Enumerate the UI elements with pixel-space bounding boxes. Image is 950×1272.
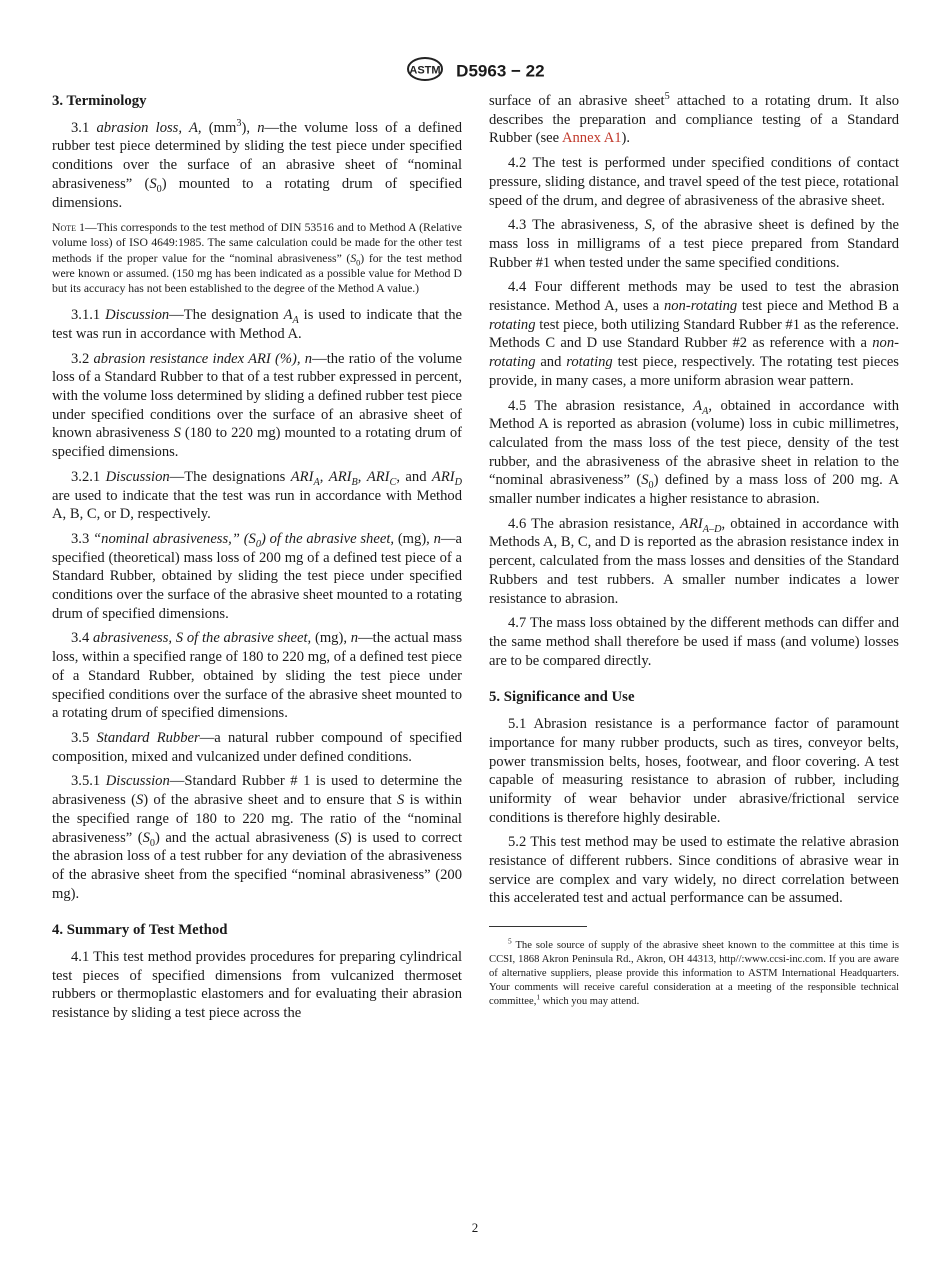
- paragraph-3-4: 3.4 abrasiveness, S of the abrasive sheet, (mg), n—the actual mass loss, within a specified range of 180 to 220 mg, of a defined test piece of a Standard Rubber, obtained by sliding the test piece under specified conditions over the surface of the abrasive sheet mounted to a rotating drum of specified dimensions.: [52, 630, 463, 722]
- left-column: [52, 92, 462, 1029]
- annex-a1-link[interactable]: Annex A1: [561, 130, 622, 147]
- paragraph-3-1: 3.1 abrasion loss, A, $(mm^3)$, n—the volume loss of a defined rubber test piece determined by sliding the test piece under specified conditions over the surface of an abrasive sheet of “nominal abrasiveness” $(S_0)$ mounted to a rotating drum of specified dimensions.: [52, 117, 463, 211]
- paragraph-4-2: 4.2 The test is performed under specified conditions of contact pressure, sliding distance, and travel speed of the test piece, rotational speed of the drum, and degree of abrasiveness of the abrasive sheet.: [489, 155, 899, 209]
- paragraph-5-1: 5.1 Abrasion resistance is a performance factor of paramount importance for many rubber products, such as tires, conveyor belts, power transmission belts, hoses, footwear, and floor covering. A test capable of measuring resistance to abrasion of rubber, including uniformity of wear behavior under abrasive/frictional service conditions is therefore highly desirable.: [489, 716, 900, 826]
- footnote-5: $^5$ The sole source of supply of the abrasive sheet known to the committee at this time is CCSI, 1868 Akron Peninsula Rd., Akron, OH 44313, http//:www.ccsi-inc.com. If you are aware of alternative suppliers, please provide this information to ASTM International Headquarters. Your comments will receive careful consideration at a meeting of the responsible technical committee,$^1$ which you may attend.: [489, 936, 899, 1008]
- right-column: [489, 92, 899, 1015]
- page-number: 2: [471, 1220, 479, 1235]
- note-1: Note 1—This corresponds to the test method of DIN 53516 and to Method A (Relative volume loss) of ISO 4649:1985. The same calculation could be made for the other test methods if the proper value for the “nominal abrasiveness” $(S_0)$ for the test method were known or assumed. (150 mg has been indicated as a possible value for Method D but its accuracy has not been established to the degree of the Method A value.): [52, 221, 462, 296]
- paragraph-4-1: 4.1 This test method provides procedures for preparing cylindrical test pieces of specified dimensions from vulcanized thermoset rubbers or thermoplastic elastomers and for evaluating their abrasion resistance by sliding a test piece across the: [52, 949, 462, 1022]
- paragraph-3-1-1: 3.1.1 Discussion—The designation $A_A$ is used to indicate that the test was run in accordance with Method A.: [52, 307, 462, 342]
- footnote-divider: [489, 926, 587, 927]
- section-4-heading: 4. Summary of Test Method: [52, 922, 228, 939]
- paragraph-3-5-1: 3.5.1 Discussion—Standard Rubber # 1 is used to determine the abrasiveness (S) of the abrasive sheet and to ensure that S is within the specified range of 180 to 220 mg. The ratio of the “nominal abrasiveness” $(S_0)$ and the actual abrasiveness (S) is used to correct the abrasion loss of a test rubber for any deviation of the abrasiveness of the abrasive sheet from the specified “nominal abrasiveness” (200 mg).: [52, 773, 463, 902]
- paragraph-4-7: 4.7 The mass loss obtained by the different methods can differ and the same method shall therefore be used if mass (and volume) losses are to be compared directly.: [489, 615, 900, 669]
- section-3-heading: 3. Terminology: [52, 93, 147, 109]
- paragraph-4-3: 4.3 The abrasiveness, S, of the abrasive sheet is defined by the mass loss in milligrams of a test piece prepared from Standard Rubber #1 when tested under the same specified conditions.: [489, 217, 899, 271]
- paragraph-4-5: 4.5 The abrasion resistance, $A_A$, obtained in accordance with Method A is reported as abrasion (volume) loss in cubic millimetres, calculated from the mass loss of the test piece, density of the test rubber, and the abrasiveness of the abrasive sheet in relation to the “nominal abrasiveness” $(S_0)$ defined by a mass loss of 200 mg. A smaller number indicates a higher resistance to abrasion.: [489, 397, 899, 508]
- paragraph-3-2: 3.2 abrasion resistance index ARI (%), n—the ratio of the volume loss of a Standard Rubber to that of a test rubber expressed in percent, with the volume loss determined by sliding a defined rubber test piece under specified conditions over the surface of an abrasive sheet of known abrasiveness S (180 to 220 mg) mounted to a rotating drum of specified dimensions.: [52, 350, 462, 461]
- paragraph-3-5: 3.5 Standard Rubber—a natural rubber compound of specified composition, mixed and vulcanized under defined conditions.: [52, 730, 462, 765]
- paragraph-4-6: 4.6 The abrasion resistance, $ARI_{A-D}$, obtained in accordance with Methods A, B, C, and D is reported as the abrasion resistance index in percent, calculated from the mass losses and densities of the Standard Rubbers and test rubbers. A smaller number indicates a lower resistance to abrasion.: [489, 515, 899, 607]
- document-designation: D5963 − 22: [456, 61, 545, 81]
- section-5-heading: 5. Significance and Use: [489, 689, 635, 706]
- svg-text:ASTM: ASTM: [409, 64, 442, 77]
- paragraph-4-4: 4.4 Four different methods may be used to test the abrasion resistance. Method A, uses a non-rotating test piece and Method B a rotating test piece, both utilizing Standard Rubber #1 as the reference. Methods C and D use Standard Rubber #2 as reference with a non-rotating and rotating test piece, respectively. The rotating test pieces provide, in many cases, a more uniform abrasion wear pattern.: [489, 279, 899, 389]
- astm-logo-icon: [405, 56, 445, 87]
- paragraph-4-1-continued: surface of an abrasive sheet$^5$ attached to a rotating drum. It also describes the preparation and compliance testing of a Standard Rubber (see Annex A1).: [489, 91, 899, 147]
- page-header: [0, 56, 950, 87]
- paragraph-3-2-1: 3.2.1 Discussion—The designations $ARI_A$, $ARI_B$, $ARI_C$, and $ARI_D$ are used to indicate that the test was run in accordance with Method A, B, C, or D, respectively.: [52, 468, 463, 523]
- paragraph-3-3: 3.3 “nominal abrasiveness,” $(S_0)$ of the abrasive sheet, (mg), n—a specified (theoretical) mass loss of 200 mg of a defined test piece of a Standard Rubber, obtained by sliding the test piece under specified conditions over the surface of the abrasive sheet mounted to a rotating drum of specified dimensions.: [52, 530, 462, 622]
- paragraph-5-2: 5.2 This test method may be used to estimate the relative abrasion resistance of different rubbers. Since conditions of abrasive wear in service are complex and vary widely, no direct correlation between this accelerated test and actual performance can be assumed.: [489, 834, 899, 907]
